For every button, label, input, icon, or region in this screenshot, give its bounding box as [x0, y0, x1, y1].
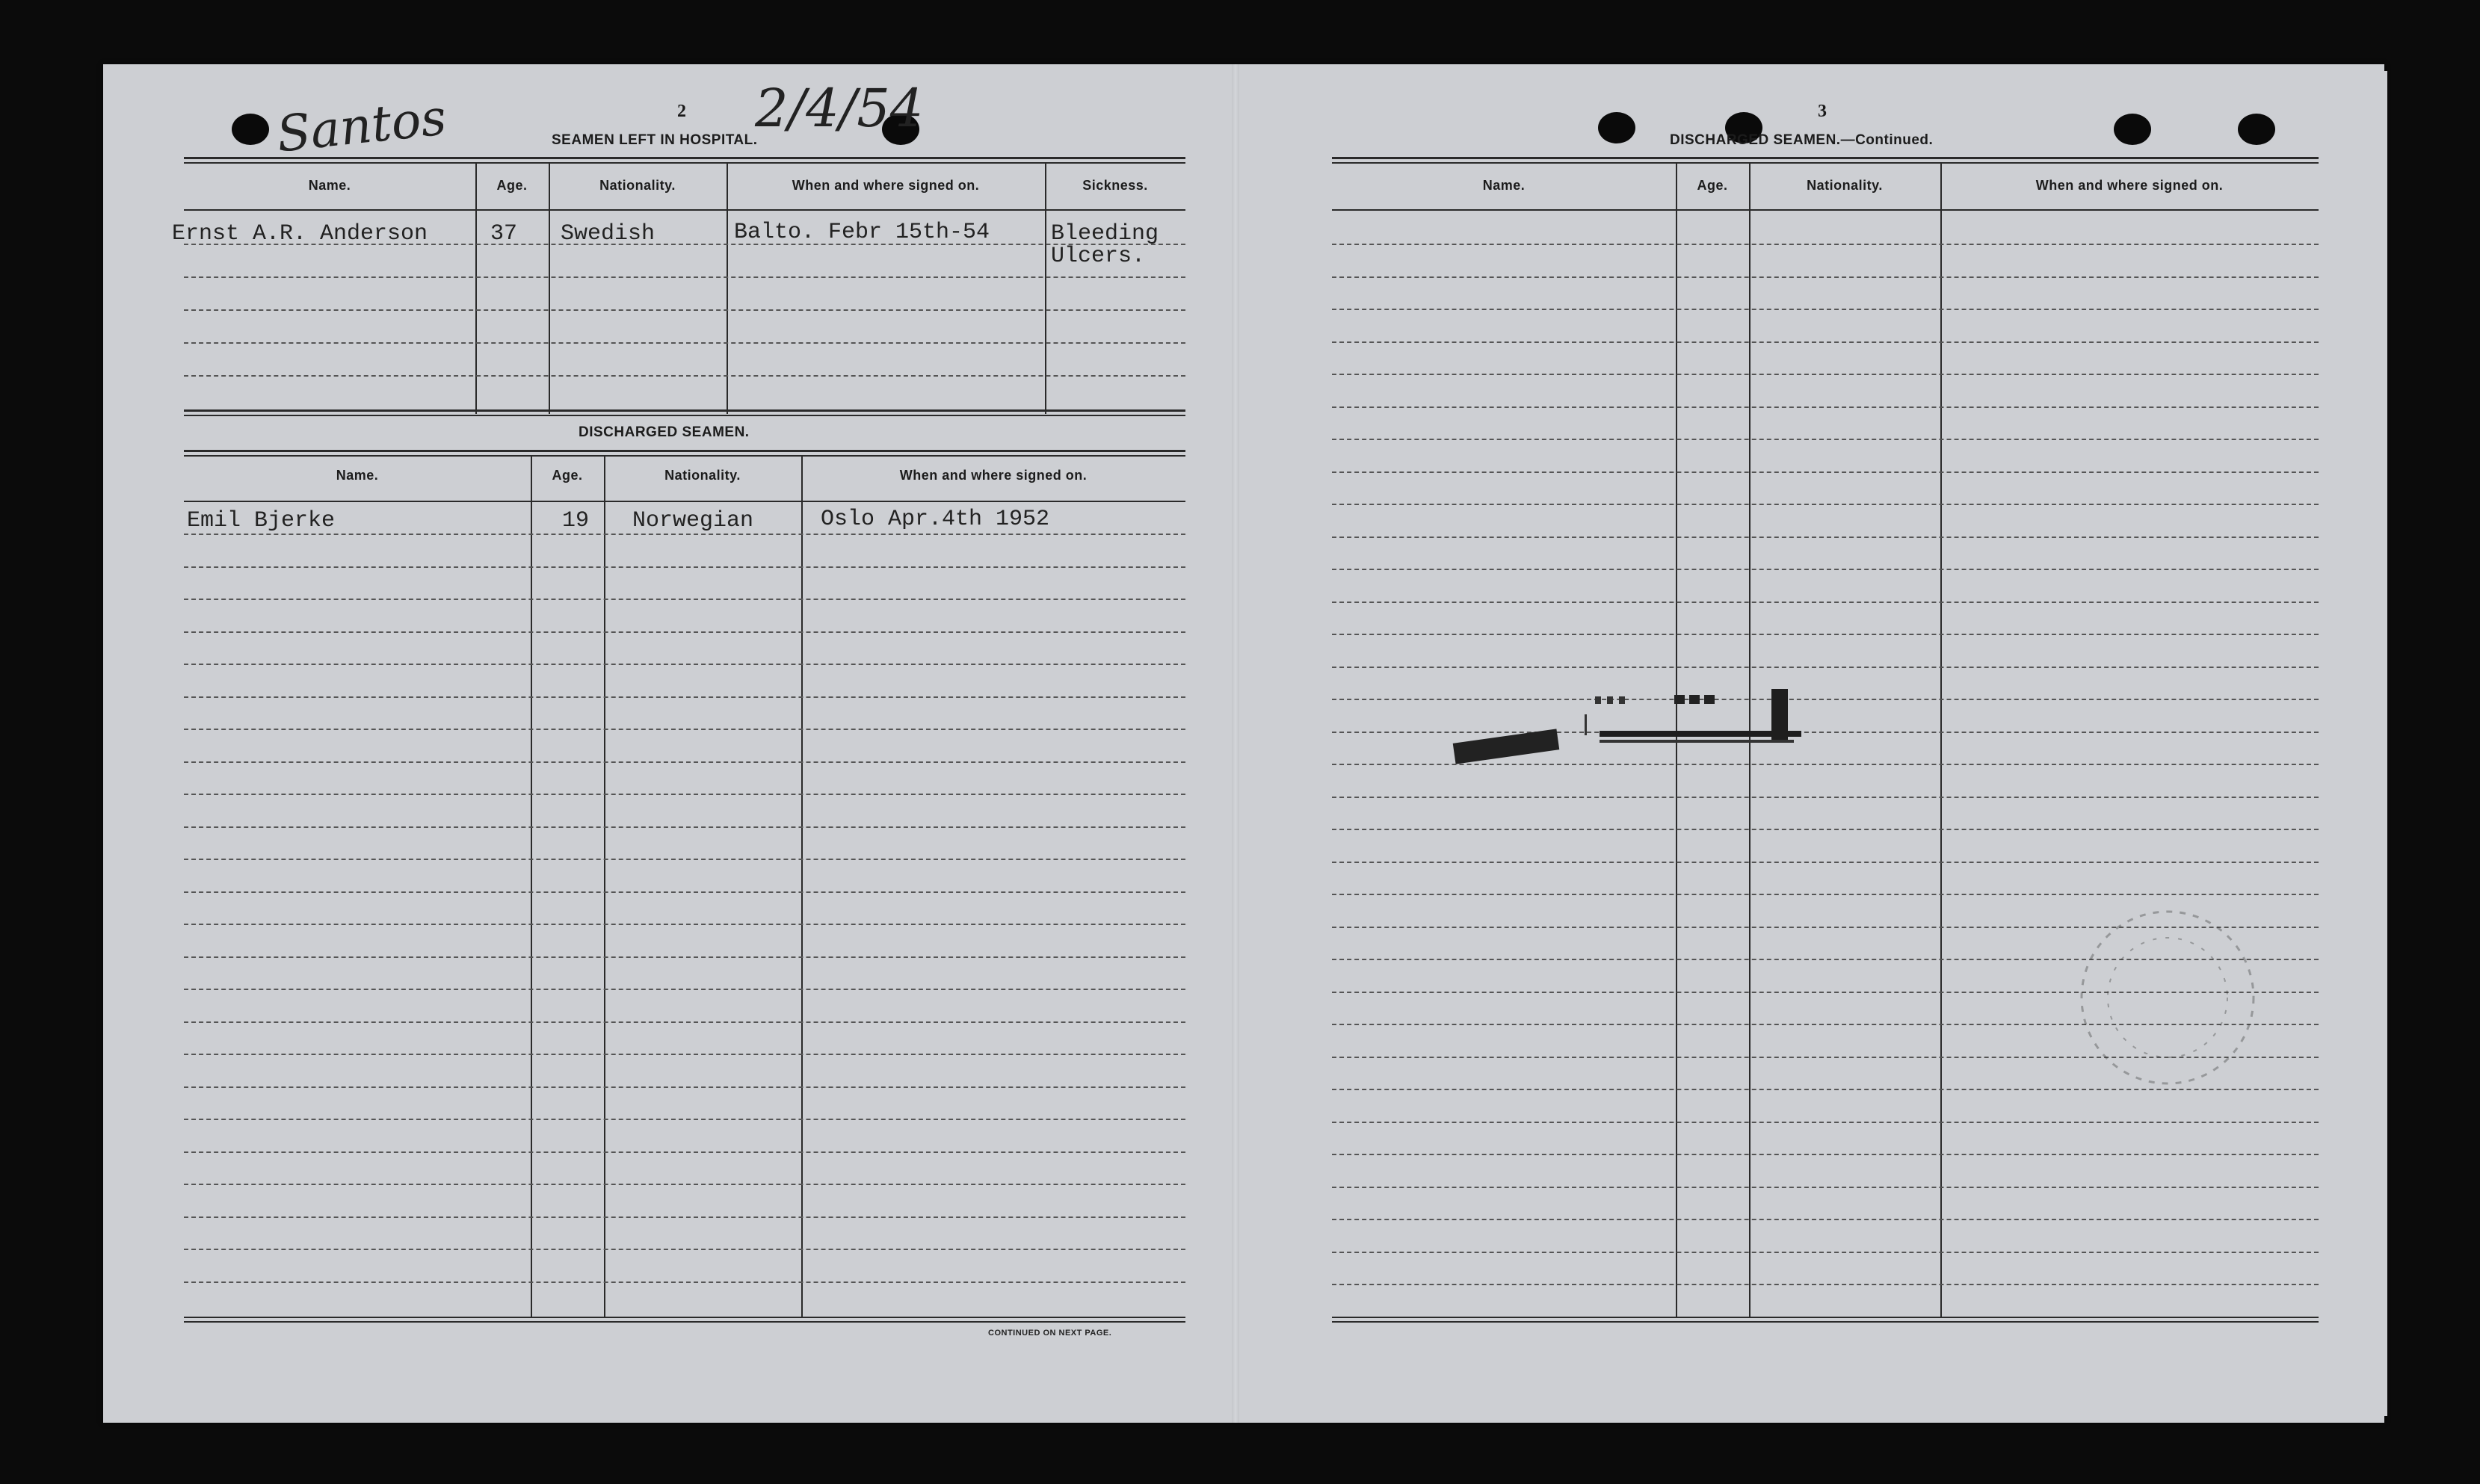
- rule: [184, 1321, 1185, 1323]
- col-header-signed-on: When and where signed on.: [792, 178, 980, 193]
- ruled-line: [1332, 504, 2319, 505]
- ruled-line: [184, 1282, 1185, 1283]
- ruled-line: [1332, 829, 2319, 830]
- ruled-line: [1332, 764, 2319, 765]
- hospital-nationality: Swedish: [561, 221, 656, 247]
- ruled-line: [184, 1216, 1185, 1218]
- ruled-line: [184, 1151, 1185, 1153]
- ruled-line: [1332, 374, 2319, 375]
- col-header-nationality: Nationality.: [1807, 178, 1883, 193]
- ruled-line: [1332, 1219, 2319, 1220]
- ruled-line: [184, 276, 1185, 278]
- ruled-line: [1332, 244, 2319, 245]
- ruled-line: [1332, 439, 2319, 440]
- ruled-line: [1332, 1284, 2319, 1285]
- ruled-line: [1332, 667, 2319, 668]
- ruled-line: [184, 924, 1185, 925]
- ruled-line: [184, 1086, 1185, 1088]
- rule: [1332, 209, 2319, 211]
- col-divider: [604, 456, 605, 1317]
- ruled-line: [184, 729, 1185, 730]
- rule: [184, 209, 1185, 211]
- rule: [184, 1317, 1185, 1318]
- rule: [1332, 157, 2319, 164]
- handwritten-date: 2/4/54: [755, 78, 924, 139]
- col-header-signed-on: When and where signed on.: [2035, 178, 2224, 193]
- ruled-line: [1332, 732, 2319, 733]
- ruled-line: [1332, 894, 2319, 895]
- ruled-line: [184, 956, 1185, 958]
- ruled-line: [184, 664, 1185, 665]
- ruled-line: [184, 1021, 1185, 1023]
- ruled-line: [1332, 1154, 2319, 1155]
- ruled-line: [1332, 1122, 2319, 1123]
- hospital-sickness-line2: Ulcers.: [1051, 244, 1146, 269]
- ruled-line: [184, 794, 1185, 795]
- ruled-line: [1332, 797, 2319, 798]
- paper-edge: [2375, 71, 2387, 1416]
- col-header-age: Age.: [1697, 178, 1728, 193]
- col-header-age: Age.: [496, 178, 528, 193]
- ruled-line: [184, 631, 1185, 633]
- ruled-line: [1332, 602, 2319, 603]
- ruled-line: [184, 1249, 1185, 1250]
- section-title-discharged-continued: DISCHARGED SEAMEN.—Continued.: [1670, 132, 1934, 148]
- col-header-name: Name.: [308, 178, 351, 193]
- handwritten-port: Santos: [274, 88, 449, 164]
- ruled-line: [184, 1054, 1185, 1055]
- col-header-sickness: Sickness.: [1082, 178, 1148, 193]
- ruled-line: [1332, 472, 2319, 473]
- rule: [184, 409, 1185, 416]
- ruled-line: [184, 599, 1185, 600]
- ruled-line: [184, 826, 1185, 828]
- ruled-line: [1332, 276, 2319, 278]
- col-header-name: Name.: [336, 468, 379, 483]
- page-number-right: 3: [1818, 102, 1827, 121]
- col-header-age: Age.: [552, 468, 583, 483]
- ruled-line: [184, 342, 1185, 344]
- col-divider: [531, 456, 532, 1317]
- ink-stamp-mark: [1585, 687, 1809, 770]
- ruled-line: [1332, 309, 2319, 310]
- rule: [184, 157, 1185, 164]
- ruled-line: [1332, 1187, 2319, 1188]
- punch-hole: [2114, 114, 2151, 145]
- page-number-left: 2: [677, 102, 686, 121]
- hospital-name: Ernst A.R. Anderson: [172, 221, 428, 247]
- ruled-line: [184, 1184, 1185, 1185]
- col-header-name: Name.: [1482, 178, 1526, 193]
- ruled-line: [1332, 862, 2319, 863]
- ruled-line: [184, 891, 1185, 893]
- rule: [1332, 1321, 2319, 1323]
- faint-circular-stamp: [2026, 900, 2295, 1095]
- col-divider: [1940, 163, 1942, 1317]
- ruled-line: [1332, 406, 2319, 408]
- ruled-line: [1332, 569, 2319, 570]
- ruled-line: [184, 696, 1185, 698]
- section-title-discharged: DISCHARGED SEAMEN.: [579, 424, 750, 440]
- continued-note: CONTINUED ON NEXT PAGE.: [988, 1329, 1112, 1338]
- discharged-age: 19: [562, 508, 590, 534]
- punch-hole: [1598, 112, 1635, 143]
- ruled-line: [184, 1119, 1185, 1120]
- rule: [1332, 1317, 2319, 1318]
- ruled-line: [184, 761, 1185, 763]
- hospital-signed-on: Balto. Febr 15th-54: [734, 220, 990, 245]
- col-header-nationality: Nationality.: [599, 178, 676, 193]
- rule: [184, 501, 1185, 502]
- col-header-signed-on: When and where signed on.: [899, 468, 1088, 483]
- ruled-line: [184, 309, 1185, 311]
- ruled-line: [184, 375, 1185, 377]
- ruled-line: [1332, 1252, 2319, 1253]
- ruled-line: [1332, 634, 2319, 635]
- section-title-hospital: SEAMEN LEFT IN HOSPITAL.: [552, 132, 758, 148]
- discharged-signed-on: Oslo Apr.4th 1952: [821, 507, 1050, 532]
- col-divider: [801, 456, 803, 1317]
- ruled-line: [184, 859, 1185, 860]
- discharged-nationality: Norwegian: [632, 508, 754, 534]
- hospital-sickness: Bleeding: [1051, 221, 1159, 247]
- ruled-line: [184, 989, 1185, 990]
- ruled-line: [184, 566, 1185, 568]
- punch-hole: [232, 114, 269, 145]
- col-header-nationality: Nationality.: [664, 468, 741, 483]
- ruled-line: [184, 534, 1185, 535]
- rule: [184, 450, 1185, 457]
- ruled-line: [1332, 341, 2319, 343]
- page-fold: [1232, 64, 1239, 1423]
- ruled-line: [1332, 537, 2319, 538]
- ruled-line: [1332, 699, 2319, 700]
- discharged-name: Emil Bjerke: [187, 508, 336, 534]
- hospital-age: 37: [490, 221, 518, 247]
- punch-hole: [2238, 114, 2275, 145]
